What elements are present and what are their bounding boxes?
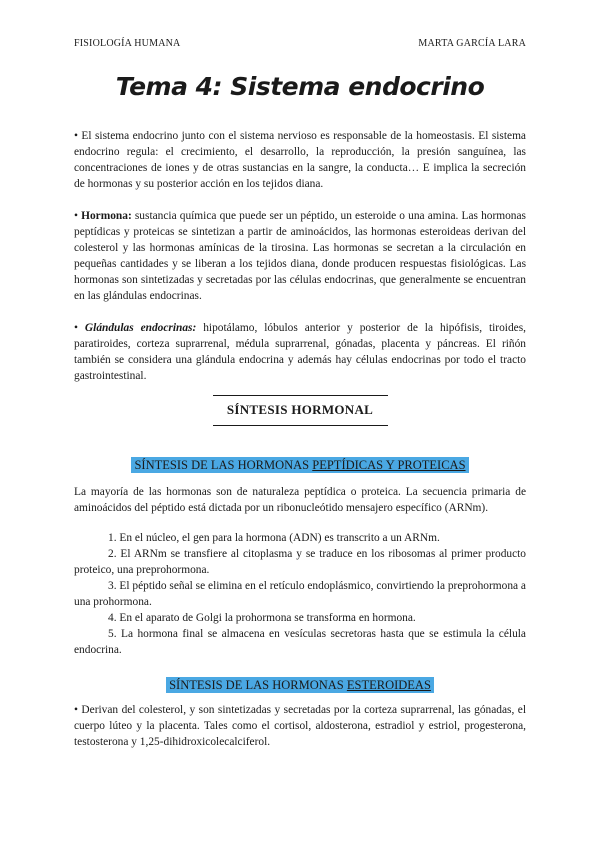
hormona-bullet: • <box>74 210 82 222</box>
step-item: 1. En el núcleo, el gen para la hormona (ADN) es transcrito a un ARNm. <box>108 532 440 544</box>
esteroideas-heading-highlight <box>166 677 434 693</box>
header-author: MARTA GARCÍA LARA <box>418 38 526 49</box>
peptidicas-heading-highlight <box>131 457 468 473</box>
step-item: 4. En el aparato de Golgi la prohormona se transforma en hormona. <box>108 612 416 624</box>
hormona-definition: sustancia química que puede ser un péptido, un esteroide o una amina. Las hormonas peptídicas y proteicas se sintetizan a partir de aminoácidos, las hormonas esteroideas derivan del colesterol y las hormonas amínicas de la tirosina. Las hormonas se secretan a la circulación en pequeñas cantidades y se liberan a los tejidos diana, donde producen respuestas fisiológicas. Las hormonas son sintetizadas y secretadas por las células endocrinas, que generalmente se encuentran en las glándulas endocrinas. <box>74 210 526 302</box>
glandulas-definition: hipotálamo, lóbulos anterior y posterior de la hipófisis, tiroides, paratiroides, corteza suprarrenal, médula suprarrenal, gónadas, placenta y páncreas. El riñón también se considera una glándula endocrina y además hay células endocrinas por todo el tracto gastrointestinal. <box>74 322 526 382</box>
step-item: 3. El péptido señal se elimina en el retículo endoplásmico, convirtiendo la preprohormona a una prohormona. <box>74 580 526 608</box>
esteroideas-heading <box>0 678 600 693</box>
step-item: 2. El ARNm se transfiere al citoplasma y se traduce en los ribosomas al primer producto proteico, una preprohormona. <box>74 548 526 576</box>
intro-paragraph: • El sistema endocrino junto con el sistema nervioso es responsable de la homeostasis. El sistema endocrino regula: el crecimiento, el desarrollo, la reproducción, la presión sanguínea, las concentraciones de iones y de otras sustancias en la sangre, la conducta… E implica la secreción de hormonas y su posterior acción en los tejidos diana. <box>74 130 526 190</box>
esteroideas-heading-underlined: ESTEROIDEAS <box>346 678 431 692</box>
esteroideas-heading-plain: SÍNTESIS DE LAS HORMONAS <box>169 678 347 692</box>
header-subject: FISIOLOGÍA HUMANA <box>74 38 181 49</box>
divider-top <box>213 395 388 396</box>
page-header <box>74 38 526 49</box>
divider-bottom <box>213 425 388 426</box>
glandulas-bullet: • <box>74 322 85 334</box>
glandulas-term: Glándulas endocrinas: <box>84 322 197 334</box>
peptidicas-heading <box>0 458 600 473</box>
section-title: SÍNTESIS HORMONAL <box>226 402 374 417</box>
glandulas-paragraph <box>74 320 526 384</box>
peptidicas-intro: La mayoría de las hormonas son de naturaleza peptídica o proteica. La secuencia primaria de aminoácidos del péptido está dictada por un ribonucleótido mensajero específico (ARNm). <box>74 486 526 514</box>
page-title: Tema 4: Sistema endocrino <box>115 72 485 101</box>
peptidicas-heading-plain: SÍNTESIS DE LAS HORMONAS <box>134 458 313 472</box>
peptidicas-heading-underlined: PEPTÍDICAS Y PROTEICAS <box>312 458 466 472</box>
esteroideas-paragraph: • Derivan del colesterol, y son sintetizadas y secretadas por la corteza suprarrenal, las gónadas, el cuerpo lúteo y la placenta. Tales como el cortisol, aldosterona, estradiol y estriol, progesterona, testosterona y 1,25-dihidroxicolecalciferol. <box>74 704 526 748</box>
hormona-paragraph <box>74 208 526 304</box>
step-item: 5. La hormona final se almacena en vesículas secretoras hasta que se estimula la célula endocrina. <box>74 628 526 656</box>
peptidicas-steps <box>74 530 526 658</box>
hormona-term: Hormona: <box>81 210 132 222</box>
